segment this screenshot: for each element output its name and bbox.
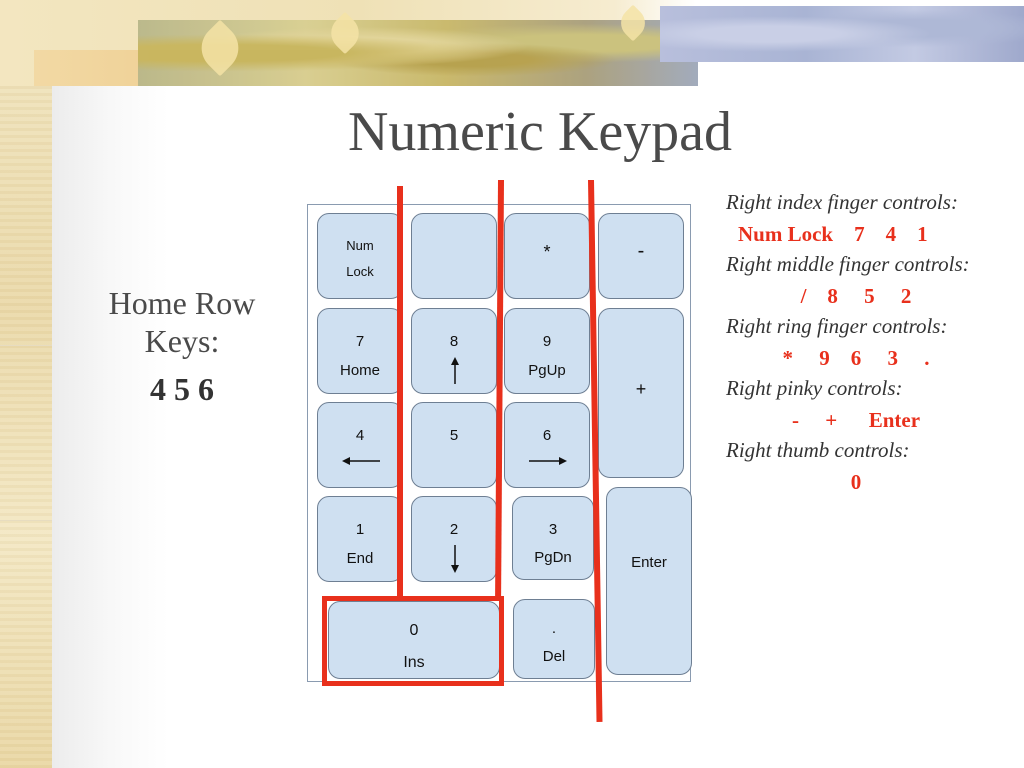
key-minus[interactable]	[598, 213, 684, 299]
key-label: 8	[449, 333, 459, 350]
key-label: 7	[355, 333, 365, 350]
key-label: Enter	[631, 554, 667, 571]
arrow-left-icon	[342, 455, 380, 467]
key-sublabel: Ins	[403, 654, 425, 671]
arrow-up-icon	[448, 357, 462, 385]
key-5[interactable]	[411, 402, 497, 488]
key-label: -	[637, 240, 645, 262]
home-row-label	[82, 284, 282, 408]
key-plus[interactable]	[598, 308, 684, 478]
finger-keys-middle: / 8 5 2	[800, 284, 912, 308]
finger-caption-thumb: Right thumb controls:	[726, 438, 910, 462]
key-label: 3	[548, 521, 558, 538]
slide-title: Numeric Keypad	[347, 101, 733, 163]
key-label: *	[543, 242, 551, 262]
key-4-left[interactable]	[317, 402, 403, 488]
finger-divider-line	[397, 186, 403, 600]
key-2-down[interactable]	[411, 496, 497, 582]
finger-caption-index: Right index finger controls:	[726, 190, 958, 214]
key-sublabel: PgDn	[534, 549, 572, 566]
arrow-right-icon	[529, 455, 567, 467]
key-label: 9	[542, 333, 552, 350]
key-sublabel: Lock	[346, 264, 374, 279]
finger-keys-ring: * 9 6 3 .	[782, 346, 930, 370]
key-label: Num	[346, 238, 374, 253]
key-sublabel: Home	[339, 362, 380, 379]
parchment-border	[0, 0, 53, 768]
arrow-down-icon	[448, 545, 462, 573]
key-label: 4	[355, 427, 365, 444]
finger-caption-ring: Right ring finger controls:	[726, 314, 948, 338]
key-asterisk[interactable]	[504, 213, 590, 299]
home-row-numbers: 4 5 6	[150, 371, 214, 407]
key-6-right[interactable]	[504, 402, 590, 488]
key-7-home[interactable]	[317, 308, 403, 394]
key-label: 5	[449, 427, 459, 444]
finger-caption-pinky: Right pinky controls:	[726, 376, 903, 400]
key-enter[interactable]	[606, 487, 692, 675]
finger-assignments	[726, 190, 986, 494]
home-row-line2: Keys:	[144, 323, 220, 359]
key-num-lock[interactable]	[317, 213, 403, 299]
key-9-pgup[interactable]	[504, 308, 590, 394]
finger-keys-pinky: - + Enter	[791, 408, 921, 432]
key-sublabel: Del	[542, 648, 566, 665]
key-label: .	[551, 620, 557, 637]
key-8-up[interactable]	[411, 308, 497, 394]
key-label: 2	[449, 521, 459, 538]
key-3-pgdn[interactable]	[512, 496, 594, 580]
key-label: 0	[409, 622, 419, 639]
finger-keys-index: Num Lock 7 4 1	[738, 222, 928, 246]
finger-caption-middle: Right middle finger controls:	[726, 252, 970, 276]
key-sublabel: PgUp	[528, 362, 566, 379]
key-1-end[interactable]	[317, 496, 403, 582]
home-row-line1: Home Row	[108, 285, 256, 321]
thumb-highlight-box	[322, 596, 504, 686]
key-label: 6	[542, 427, 552, 444]
banner-blue-image	[660, 6, 1024, 62]
finger-keys-thumb: 0	[850, 470, 862, 494]
key-blank[interactable]	[411, 213, 497, 299]
key-sublabel: End	[346, 550, 374, 567]
key-label: 1	[355, 521, 365, 538]
key-decimal-del[interactable]	[513, 599, 595, 679]
key-label: +	[635, 379, 647, 399]
